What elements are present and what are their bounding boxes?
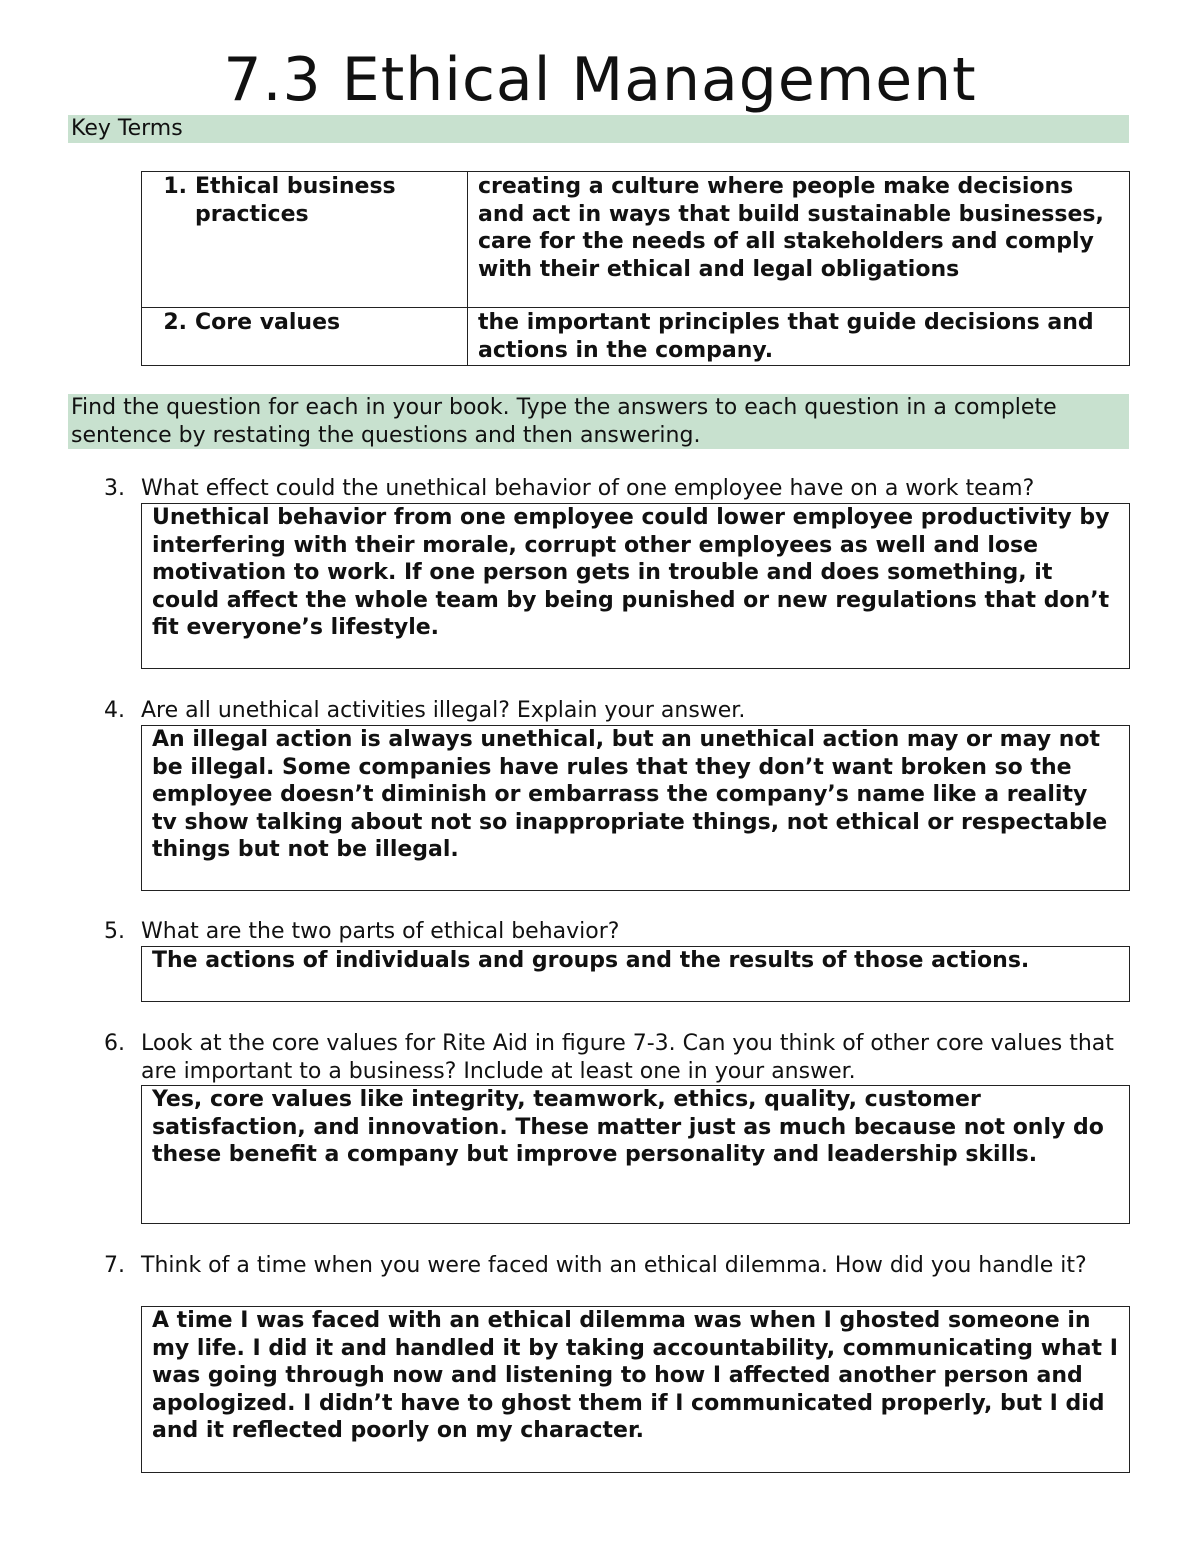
question-number: 4. xyxy=(104,698,125,723)
question-7 xyxy=(104,1252,1134,1280)
key-terms-heading: Key Terms xyxy=(68,115,1129,143)
key-terms-table xyxy=(141,171,1130,366)
question-number: 6. xyxy=(104,1031,125,1056)
table-row xyxy=(142,308,1130,366)
question-text: Look at the core values for Rite Aid in figure 7-3. Can you think of other core values that are important to a business? Include at least one in your answer. xyxy=(141,1031,1114,1084)
term-cell xyxy=(142,172,468,308)
question-6 xyxy=(104,1030,1134,1086)
table-row xyxy=(142,172,1130,308)
question-text: Are all unethical activities illegal? Explain your answer. xyxy=(141,698,746,723)
question-text: Think of a time when you were faced with an ethical dilemma. How did you handle it? xyxy=(141,1253,1087,1278)
question-number: 3. xyxy=(104,476,125,501)
instructions: Find the question for each in your book. Type the answers to each question in a complete sentence by restating the questions and then answering. xyxy=(68,394,1129,449)
answer-box-7[interactable]: A time I was faced with an ethical dilemma was when I ghosted someone in my life. I did it and handled it by taking accountability, communicating what I was going through now and listening to how I affected another person and apologized. I didn’t have to ghost them if I communicated properly, but I did and it reflected poorly on my character. xyxy=(141,1306,1130,1473)
answer-box-5[interactable]: The actions of individuals and groups and the results of those actions. xyxy=(141,946,1130,1002)
term-definition: the important principles that guide decisions and actions in the company. xyxy=(468,308,1130,366)
page-title: 7.3 Ethical Management xyxy=(223,45,977,115)
answer-box-6[interactable]: Yes, core values like integrity, teamwork, ethics, quality, customer satisfaction, and innovation. These matter just as much because not only do these benefit a company but improve personality and leadership skills. xyxy=(141,1085,1130,1224)
answer-box-3[interactable]: Unethical behavior from one employee could lower employee productivity by interfering with their morale, corrupt other employees as well and lose motivation to work. If one person gets in trouble and does something, it could affect the whole team by being punished or new regulations that don’t fit everyone’s lifestyle. xyxy=(141,503,1130,669)
question-text: What are the two parts of ethical behavior? xyxy=(141,919,620,944)
question-4 xyxy=(104,697,1134,725)
term-cell xyxy=(142,308,468,366)
answer-box-4[interactable]: An illegal action is always unethical, but an unethical action may or may not be illegal. Some companies have rules that they don’t want broken so the employee doesn’t diminish or embarrass the company’s name like a reality tv show talking about not so inappropriate things, not ethical or respectable things but not be illegal. xyxy=(141,725,1130,891)
question-text: What effect could the unethical behavior of one employee have on a work team? xyxy=(141,476,1035,501)
term-name: Ethical business practices xyxy=(195,174,396,227)
question-number: 5. xyxy=(104,919,125,944)
question-3 xyxy=(104,475,1134,503)
term-name: Core values xyxy=(195,310,341,335)
term-number: 1. xyxy=(163,174,187,199)
question-5 xyxy=(104,918,1134,946)
term-number: 2. xyxy=(163,310,187,335)
term-definition: creating a culture where people make decisions and act in ways that build sustainable businesses, care for the needs of all stakeholders and comply with their ethical and legal obligations xyxy=(468,172,1130,308)
question-number: 7. xyxy=(104,1253,125,1278)
